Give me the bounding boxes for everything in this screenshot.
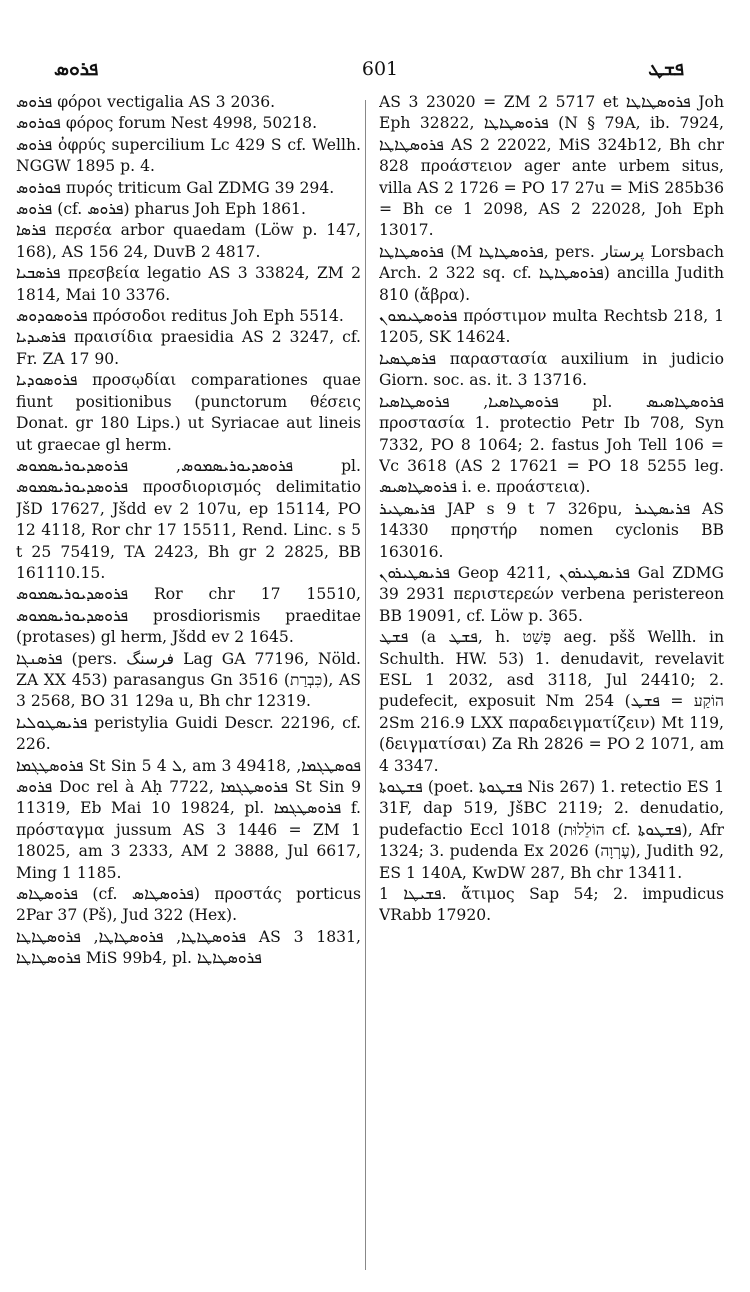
- running-head-right: ܦܫܛ: [648, 58, 684, 80]
- page-number: 601: [361, 58, 399, 80]
- entry: ܦܪܘܣܛܓܡܐ St Sin 5 ܠ 4, am 3 49418, ܦܘܣܛܓܡܐ, ܦܪܘܣ Doc rel à Aḥ 7722, ܦܪܘܣܛܓܡܐ St Sin 9 11319, Eb Mai 10 19824, pl. ܦܪܘܣܛܓܡܐ f. πρόσταγμα jussum AS 3 1446 = ZM 1 18025, am 3 2333, AM 2 3888, Jul 6617, Ming 1 1185.: [16, 756, 361, 882]
- entry: ܦܪܘܣܕܝܘܪܝܣܡܘܣ, ܦܪܘܣܕܝܘܪܝܣܡܘܣ pl. ܦܪܘܣܕܝܘܪܝܣܡܘܣ προσδιορισμός delimitatio JšD 17627, Jšdd ev 2 107u, ep 15114, PO 12 4118, Ror chr 17 15511, Rend. Linc. s 5 t 25 75419, TA 2423, Bh gr 2 2825, BB 161110.15.: [16, 456, 361, 582]
- column-divider: [365, 100, 366, 1270]
- entry: ܦܪܣܛܣܝܐ παραστασία auxilium in judicio Giorn. soc. as. it. 3 13716.: [379, 349, 724, 390]
- entry: ܦܪܝܣܛܝܪ JAP s 9 t 7 326pu, ܦܪܝܣܛܝܪ AS 14330 πρηστήρ nomen cyclonis BB 163016.: [379, 499, 724, 561]
- entry: ܦܪܣܝܕܝܐ πραισίδια praesidia AS 2 3247, cf. Fr. ZA 17 90.: [16, 328, 361, 368]
- entry: ܦܪܘܣ (cf. ܦܪܘܣ) pharus Joh Eph 1861.: [16, 200, 306, 219]
- entry: ܦܪܘܣܘܕܝܐ προσῳδίαι comparationes quae fiunt positionibus (punctorum θέσεις Donat. gr 180 Lips.) ut Syriacae aut lineis ut graecae gl herm.: [16, 371, 361, 454]
- entry: ܦܪܝܣܛܝܪܘܢ Geop 4211, ܦܪܝܣܛܝܪܘܢ Gal ZDMG 39 2931 περιστερεών verbena peristereon BB 19091, cf. Löw p. 365.: [379, 563, 724, 625]
- entry: ܦܘܪܘܣ φόρος forum Nest 4998, 50218.: [16, 114, 318, 133]
- entry: ܦܪܘܣܛܐܣ (cf. ܦܪܘܣܛܐܣ) προστάς porticus 2Par 37 (Pš), Jud 322 (Hex).: [16, 885, 361, 925]
- running-head-left: ܦܪܘܣ: [54, 58, 99, 80]
- entry: ܦܪܘܣ φόροι vectigalia AS 3 2036.: [16, 93, 276, 111]
- entry: ܦܫܛܘܬܐ (poet. ܦܫܛܘܬܐ Nis 267) 1. retectio ES 1 31F, dap 519, JšBC 2119; 2. denudatio, pudefactio Eccl 1018 (הוֹלֵלוּת cf. ܦܫܛܘܬܐ), Afr 1324; 3. pudenda Ex 2026 (עֶרְוָה), Judith 92, ES 1 140A, KwDW 287, Bh chr 13411.: [379, 778, 724, 882]
- entry: AS 3 23020 = ZM 2 5717 et ܦܪܘܣܛܐܛܐ Joh Eph 32822, ܦܪܘܣܛܐܛܐ (N § 79A, ib. 7924, ܦܪܘܣܛܐܛܐ AS 2 22022, MiS 324b12, Bh chr 828 προάστειον ager ante urbem situs, villa AS 2 1726 = PO 17 27u = MiS 285b36 = Bh ce 1 2098, AS 2 22028, Joh Eph 13017.: [379, 93, 724, 240]
- right-column: [379, 92, 724, 1277]
- entry: ܦܪܘܣܛܐܛܐ, ܦܪܘܣܛܐܛܐ, ܦܪܘܣܛܐܛܐ AS 3 1831, ܦܪܘܣܛܐܛܐ MiS 99b4, pl. ܦܪܘܣܛܐܛܐ: [16, 927, 361, 968]
- entry: ܦܪܘܣ ὀφρύς supercilium Lc 429 S cf. Wellh. NGGW 1895 p. 4.: [16, 135, 361, 176]
- entry: ܦܫܛ (a ܦܫܛ, h. פָּשַׁט aeg. pšš Wellh. in Schulth. HW. 53) 1. denudavit, revelavit ESL 1 2032, asd 3118, Jul 24410; 2. pudefecit, exposuit Nm 254 (הוֹקַע = ܦܫܛ 2Sm 216.9 LXX παραδειγματίζειν) Mt 119, (δειγματίσαι) Za Rh 2826 = PO 2 1071, am 4 3347.: [379, 628, 724, 775]
- entry: ܦܪܣܐ περσέα arbor quaedam (Löw p. 147, 168), AS 156 24, DuvB 2 4817.: [16, 221, 361, 261]
- entry: ܦܪܘܣܘܕܘܣ πρόσοδοι reditus Joh Eph 5514.: [16, 307, 344, 326]
- entry: ܦܘܪܘܣ πυρός triticum Gal ZDMG 39 294.: [16, 178, 335, 197]
- left-column: [16, 92, 361, 1277]
- entry: ܦܪܝܣܛܘܠܝܐ peristylia Guidi Descr. 22196, cf. 226.: [16, 713, 361, 754]
- entry: ܦܪܘܣܛܝܡܘܢ πρόστιμον multa Rechtsb 218, 1 1205, SK 14624.: [379, 307, 724, 347]
- entry: ܦܪܣܒܝܐ πρεσβεία legatio AS 3 33824, ZM 2 1814, Mai 10 3376.: [16, 264, 361, 304]
- entry: ܦܪܘܣܕܝܘܪܝܣܡܘܣ Ror chr 17 15510, ܦܪܘܣܕܝܘܪܝܣܡܘܣ prosdiorismis praeditae (protases) gl herm, Jšdd ev 2 1645.: [16, 585, 361, 647]
- entry: ܦܫܝܛܐ 1. ἄτιμος Sap 54; 2. impudicus VRabb 17920.: [379, 885, 724, 925]
- entry: ܦܪܣܢܓܐ (pers. فرسنگ Lag GA 77196, Nöld. ZA XX 453) parasangus Gn 3516 (כִּבְרַת), AS 3 2568, BO 31 129a u, Bh chr 12319.: [16, 649, 361, 711]
- entry: ܦܪܘܣܛܐܣܝܐ, ܦܪܘܣܛܐܣܝܐ pl. ܦܪܘܣܛܐܣܝܣ προστασία 1. protectio Petr Ib 708, Syn 7332, PO 8 1064; 2. fastus Joh Tell 106 = Vc 3618 (AS 2 17621 = PO 18 5255 leg. ܦܪܘܣܛܐܣܝܣ i. e. προάστεια).: [379, 392, 724, 497]
- page-header: [30, 58, 720, 86]
- entry: ܦܪܘܣܛܐܛܐ (M ܦܪܘܣܛܐܛܐ, pers. پرستار Lorsbach Arch. 2 322 sq. cf. ܦܪܘܣܛܐܛܐ) ancilla Judith 810 (ἄβρα).: [379, 242, 724, 304]
